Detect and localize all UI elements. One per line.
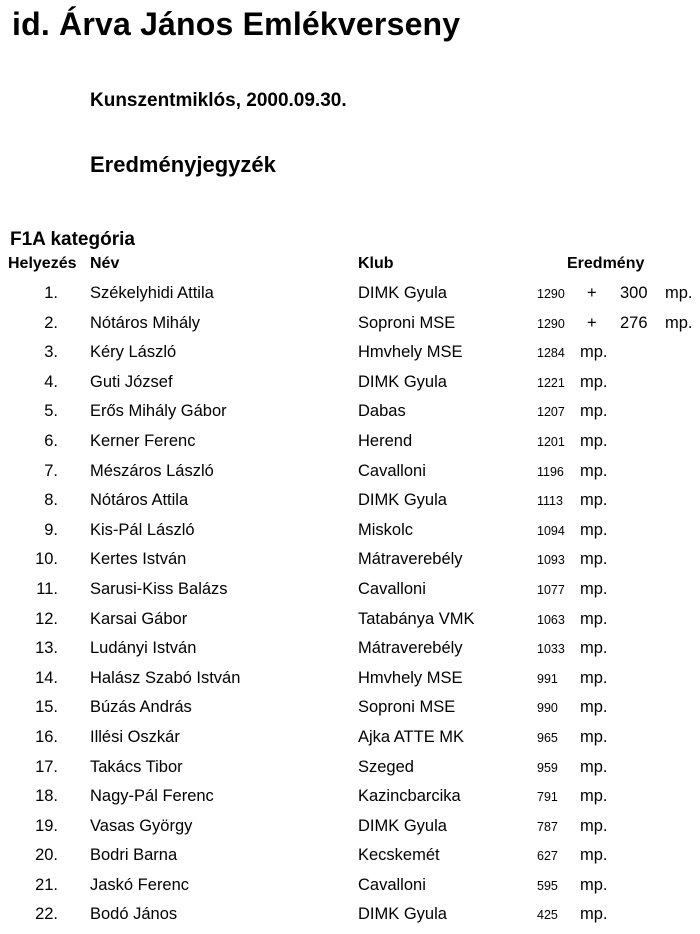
table-row bbox=[0, 842, 700, 872]
score-unit: mp. bbox=[580, 875, 608, 894]
score-unit: mp. bbox=[580, 491, 608, 510]
table-row bbox=[0, 428, 700, 458]
score: 1033 bbox=[537, 642, 565, 657]
table-row bbox=[0, 398, 700, 428]
competitor-name: Sarusi-Kiss Balázs bbox=[90, 579, 228, 598]
location-date: Kunszentmiklós, 2000.09.30. bbox=[90, 90, 347, 111]
club-name: Ajka ATTE MK bbox=[358, 727, 465, 746]
flyoff-unit: mp. bbox=[665, 284, 693, 302]
club-name: Soproni MSE bbox=[358, 313, 456, 332]
document-title: id. Árva János Emlékverseny bbox=[12, 6, 461, 42]
score: 1077 bbox=[537, 582, 565, 597]
placement: 11. bbox=[36, 579, 58, 598]
competitor-name: Erős Mihály Gábor bbox=[90, 402, 227, 421]
competitor-name: Nótáros Attila bbox=[90, 491, 189, 510]
club-name: DIMK Gyula bbox=[358, 905, 447, 924]
competitor-name: Bodó János bbox=[90, 905, 178, 924]
placement: 1. bbox=[44, 284, 58, 302]
table-row bbox=[0, 458, 700, 488]
plus-sign: + bbox=[587, 313, 597, 332]
table-row bbox=[0, 369, 700, 399]
table-row bbox=[0, 517, 700, 547]
club-name: Szeged bbox=[358, 757, 414, 776]
score: 595 bbox=[537, 878, 558, 893]
column-header-club: Klub bbox=[358, 255, 394, 272]
flyoff-score: 276 bbox=[620, 313, 648, 332]
competitor-name: Jaskó Ferenc bbox=[90, 875, 190, 894]
placement: 14. bbox=[35, 668, 58, 687]
score-unit: mp. bbox=[580, 579, 608, 598]
competitor-name: Takács Tibor bbox=[90, 757, 183, 776]
club-name: Cavalloni bbox=[358, 579, 426, 598]
placement: 13. bbox=[35, 639, 58, 658]
competitor-name: Vasas György bbox=[90, 816, 193, 835]
placement: 18. bbox=[35, 787, 58, 806]
score-unit: mp. bbox=[580, 609, 608, 628]
column-header-name: Név bbox=[90, 255, 120, 272]
placement: 7. bbox=[44, 461, 58, 480]
score: 1201 bbox=[537, 434, 565, 449]
competitor-name: Halász Szabó István bbox=[90, 668, 241, 687]
score-unit: mp. bbox=[580, 402, 608, 421]
score: 959 bbox=[537, 760, 558, 775]
score-unit: mp. bbox=[580, 698, 608, 717]
club-name: Dabas bbox=[358, 402, 406, 421]
placement: 15. bbox=[35, 698, 58, 717]
competitor-name: Guti József bbox=[90, 372, 173, 391]
results-heading: Eredményjegyzék bbox=[90, 152, 276, 177]
table-row bbox=[0, 546, 700, 576]
club-name: Hmvhely MSE bbox=[358, 668, 463, 687]
competitor-name: Ludányi István bbox=[90, 639, 197, 658]
score: 990 bbox=[537, 701, 558, 716]
placement: 17. bbox=[35, 757, 58, 776]
score: 627 bbox=[537, 849, 558, 864]
score: 1221 bbox=[537, 375, 565, 390]
table-row bbox=[0, 606, 700, 636]
placement: 16. bbox=[35, 727, 58, 746]
score-unit: mp. bbox=[580, 431, 608, 450]
score: 1284 bbox=[537, 346, 565, 361]
score: 791 bbox=[537, 790, 558, 805]
score-unit: mp. bbox=[580, 905, 608, 924]
club-name: Cavalloni bbox=[358, 461, 426, 480]
score: 1063 bbox=[537, 612, 565, 627]
placement: 5. bbox=[44, 402, 58, 421]
club-name: Tatabánya VMK bbox=[358, 609, 475, 628]
table-row bbox=[0, 813, 700, 843]
score-unit: mp. bbox=[580, 372, 608, 391]
club-name: Kecskemét bbox=[358, 846, 440, 865]
column-header-place: Helyezés bbox=[8, 255, 77, 272]
table-row bbox=[0, 576, 700, 606]
competitor-name: Kéry László bbox=[90, 343, 177, 362]
table-row bbox=[0, 783, 700, 813]
club-name: DIMK Gyula bbox=[358, 816, 447, 835]
table-row bbox=[0, 280, 700, 310]
score: 787 bbox=[537, 819, 558, 834]
score-unit: mp. bbox=[580, 668, 608, 687]
score: 1207 bbox=[537, 405, 565, 420]
flyoff-unit: mp. bbox=[665, 313, 693, 332]
score: 965 bbox=[537, 730, 558, 745]
score-unit: mp. bbox=[580, 550, 608, 569]
table-row bbox=[0, 901, 700, 931]
table-row bbox=[0, 754, 700, 784]
club-name: Kazincbarcika bbox=[358, 787, 461, 806]
score-unit: mp. bbox=[580, 461, 608, 480]
score-unit: mp. bbox=[580, 520, 608, 539]
score: 1093 bbox=[537, 553, 565, 568]
plus-sign: + bbox=[587, 284, 597, 302]
club-name: Hmvhely MSE bbox=[358, 343, 463, 362]
competitor-name: Bodri Barna bbox=[90, 846, 178, 865]
score: 1094 bbox=[537, 523, 565, 538]
score-unit: mp. bbox=[580, 757, 608, 776]
column-header-result: Eredmény bbox=[567, 255, 645, 272]
placement: 9. bbox=[44, 520, 58, 539]
club-name: Cavalloni bbox=[358, 875, 426, 894]
score-unit: mp. bbox=[580, 343, 608, 362]
competitor-name: Nótáros Mihály bbox=[90, 313, 201, 332]
score: 425 bbox=[537, 908, 558, 923]
club-name: DIMK Gyula bbox=[358, 284, 447, 302]
competitor-name: Kertes István bbox=[90, 550, 187, 569]
placement: 21. bbox=[35, 875, 58, 894]
placement: 3. bbox=[44, 343, 58, 362]
competitor-name: Mészáros László bbox=[90, 461, 214, 480]
table-row bbox=[0, 310, 700, 340]
score-unit: mp. bbox=[580, 816, 608, 835]
table-row bbox=[0, 872, 700, 902]
competitor-name: Karsai Gábor bbox=[90, 609, 188, 628]
score-unit: mp. bbox=[580, 639, 608, 658]
score-unit: mp. bbox=[580, 787, 608, 806]
competitor-name: Búzás András bbox=[90, 698, 192, 717]
table-row bbox=[0, 694, 700, 724]
competitor-name: Nagy-Pál Ferenc bbox=[90, 787, 214, 806]
table-row bbox=[0, 665, 700, 695]
competitor-name: Illési Oszkár bbox=[90, 727, 180, 746]
category-title: F1A kategória bbox=[10, 229, 135, 250]
placement: 12. bbox=[35, 609, 58, 628]
club-name: Miskolc bbox=[358, 520, 414, 539]
club-name: Herend bbox=[358, 431, 413, 450]
placement: 8. bbox=[44, 491, 58, 510]
competitor-name: Kerner Ferenc bbox=[90, 431, 196, 450]
placement: 6. bbox=[44, 431, 58, 450]
results-table bbox=[0, 280, 700, 931]
placement: 10. bbox=[35, 550, 58, 569]
table-row bbox=[0, 724, 700, 754]
placement: 4. bbox=[44, 372, 58, 391]
club-name: Mátraverebély bbox=[358, 550, 463, 569]
competitor-name: Székelyhidi Attila bbox=[90, 284, 214, 302]
score: 1113 bbox=[537, 494, 563, 509]
placement: 20. bbox=[35, 846, 58, 865]
flyoff-score: 300 bbox=[620, 284, 648, 302]
placement: 19. bbox=[35, 816, 58, 835]
club-name: Mátraverebély bbox=[358, 639, 463, 658]
table-row bbox=[0, 339, 700, 369]
placement: 2. bbox=[44, 313, 58, 332]
score: 991 bbox=[537, 671, 558, 686]
club-name: Soproni MSE bbox=[358, 698, 456, 717]
score-unit: mp. bbox=[580, 846, 608, 865]
competitor-name: Kis-Pál László bbox=[90, 520, 195, 539]
score: 1290 bbox=[537, 287, 565, 301]
club-name: DIMK Gyula bbox=[358, 491, 447, 510]
club-name: DIMK Gyula bbox=[358, 372, 447, 391]
table-row bbox=[0, 635, 700, 665]
table-row bbox=[0, 487, 700, 517]
score: 1196 bbox=[537, 464, 564, 479]
score-unit: mp. bbox=[580, 727, 608, 746]
score: 1290 bbox=[537, 316, 565, 331]
placement: 22. bbox=[35, 905, 58, 924]
